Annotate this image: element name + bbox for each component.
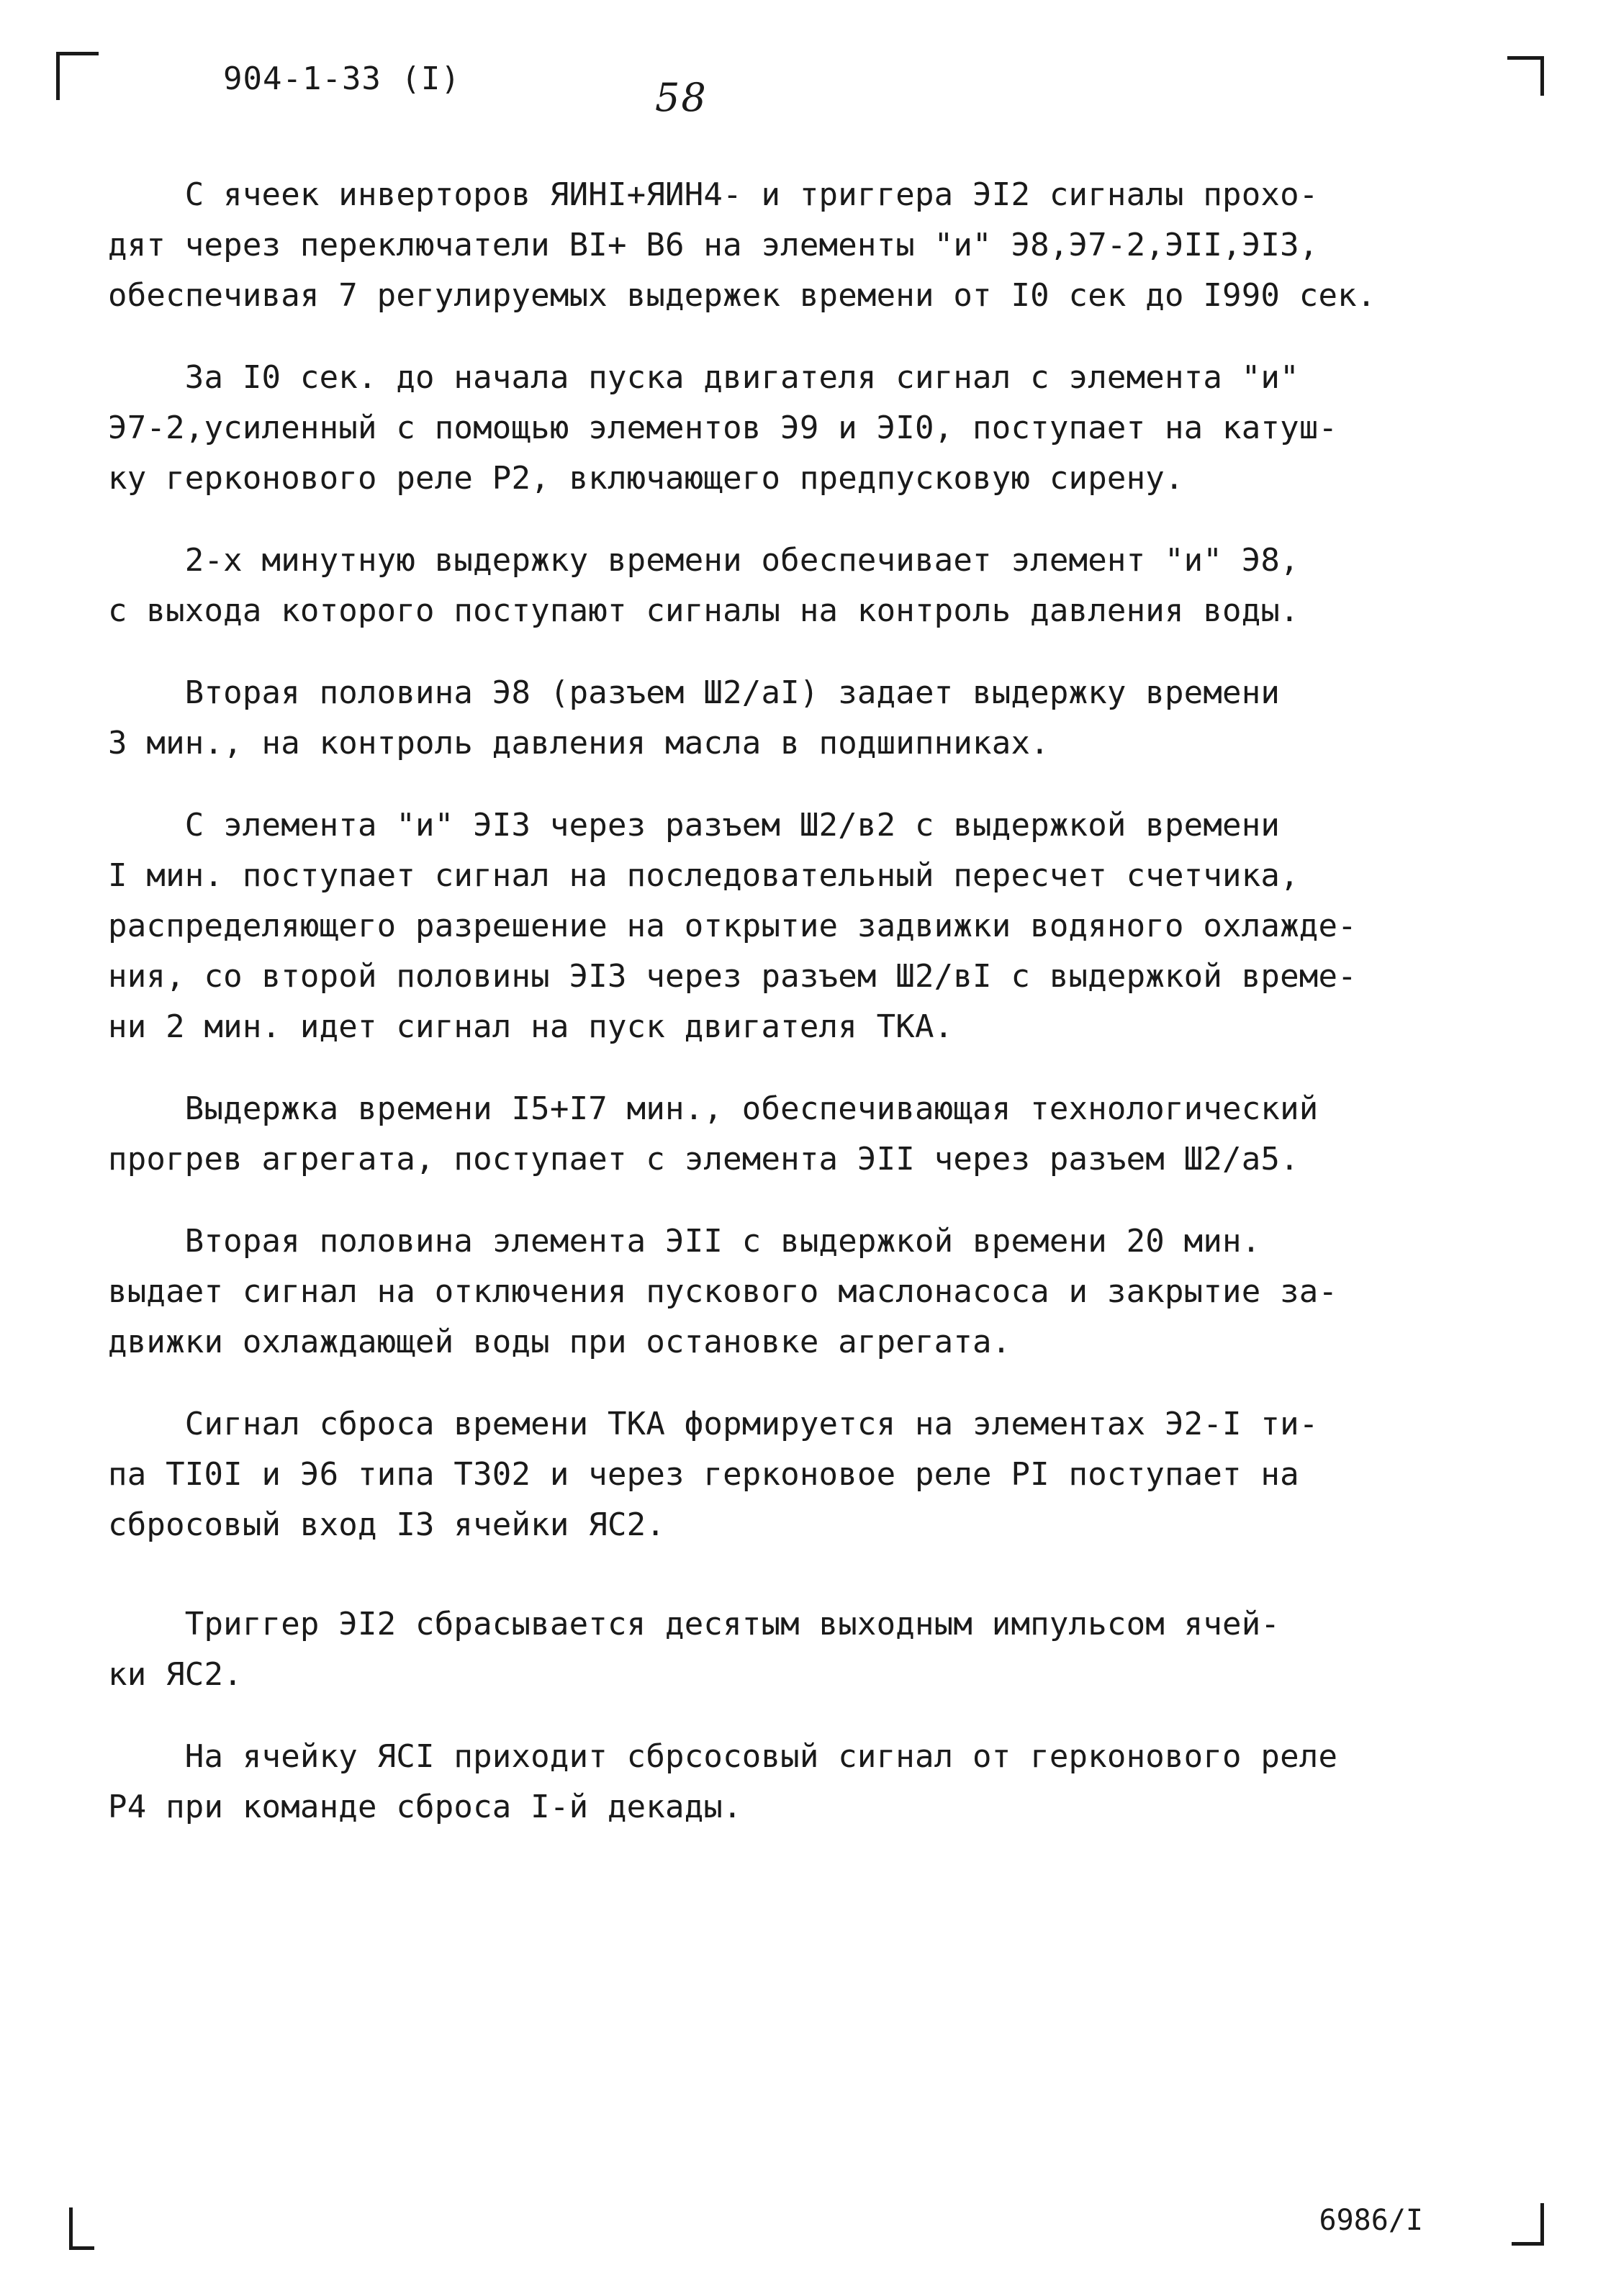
- paragraph-inverters: [108, 170, 1519, 321]
- text-line: Триггер ЭI2 сбрасывается десятым выходным импульсом ячей-: [108, 1606, 1281, 1642]
- document-body: [108, 170, 1519, 1864]
- text-line: Э7-2,усиленный с помощью элементов Э9 и ЭI0, поступает на катуш-: [108, 410, 1338, 446]
- text-line: па ТI0I и Э6 типа Т302 и через герконовое реле PI поступает на: [108, 1456, 1299, 1493]
- paragraph-reset-signal: [108, 1399, 1519, 1550]
- text-line: движки охлаждающей воды при остановке агрегата.: [108, 1324, 1011, 1360]
- text-line: I мин. поступает сигнал на последовательный пересчет счетчика,: [108, 857, 1299, 894]
- corner-mark-bottom-right: [1512, 2203, 1544, 2246]
- text-line: С элемента "и" ЭI3 через разъем Ш2/в2 с выдержкой времени: [108, 807, 1281, 844]
- text-line: С ячеек инверторов ЯИНI+ЯИН4- и триггера ЭI2 сигналы прохо-: [108, 176, 1319, 213]
- corner-mark-top-right: [1507, 56, 1544, 96]
- text-line: с выхода которого поступают сигналы на контроль давления воды.: [108, 592, 1299, 629]
- corner-mark-bottom-left: [69, 2207, 94, 2250]
- text-line: ния, со второй половины ЭI3 через разъем Ш2/вI с выдержкой време-: [108, 958, 1357, 995]
- text-line: прогрев агрегата, поступает с элемента ЭII через разъем Ш2/a5.: [108, 1141, 1299, 1178]
- text-line: ку герконового реле P2, включающего предпусковую сирену.: [108, 460, 1184, 497]
- text-line: Вторая половина Э8 (разъем Ш2/aI) задает выдержку времени: [108, 674, 1281, 711]
- paragraph-warmup: [108, 1084, 1519, 1185]
- text-line: Вторая половина элемента ЭII с выдержкой времени 20 мин.: [108, 1223, 1261, 1260]
- text-line: обеспечивая 7 регулируемых выдержек времени от I0 сек до I990 сек.: [108, 277, 1376, 314]
- text-line: распределяющего разрешение на открытие задвижки водяного охлажде-: [108, 908, 1357, 944]
- paragraph-siren: [108, 353, 1519, 504]
- text-line: сбросовый вход I3 ячейки ЯС2.: [108, 1506, 666, 1543]
- text-line: 2-х минутную выдержку времени обеспечивает элемент "и" Э8,: [108, 542, 1299, 579]
- text-line: ни 2 мин. идет сигнал на пуск двигателя ТКА.: [108, 1008, 954, 1045]
- text-line: 3 мин., на контроль давления масла в подшипниках.: [108, 725, 1050, 761]
- paragraph-water-pressure: [108, 535, 1519, 636]
- paragraph-trigger-reset: [108, 1599, 1519, 1700]
- page-number: 58: [655, 75, 708, 120]
- text-line: P4 при команде сброса I-й декады.: [108, 1789, 742, 1825]
- text-line: Сигнал сброса времени ТКА формируется на элементах Э2-I ти-: [108, 1406, 1319, 1442]
- archive-stamp: 6986/I: [1319, 2204, 1423, 2237]
- document-code: 904-1-33 (I): [223, 60, 461, 97]
- text-line: дят через переключатели BI+ B6 на элементы "и" Э8,Э7-2,ЭII,ЭI3,: [108, 227, 1319, 263]
- text-line: ки ЯС2.: [108, 1656, 243, 1693]
- paragraph-oil-pump: [108, 1216, 1519, 1368]
- paragraph-decade-reset: [108, 1732, 1519, 1832]
- corner-mark-top-left: [56, 52, 99, 100]
- paragraph-oil-pressure: [108, 668, 1519, 769]
- text-line: За I0 сек. до начала пуска двигателя сигнал с элемента "и": [108, 359, 1299, 396]
- text-line: выдает сигнал на отключения пускового маслонасоса и закрытие за-: [108, 1273, 1338, 1310]
- text-line: Выдержка времени I5+I7 мин., обеспечивающая технологический: [108, 1090, 1319, 1127]
- text-line: На ячейку ЯСI приходит сбрсосовый сигнал от герконового реле: [108, 1738, 1338, 1775]
- paragraph-counter: [108, 800, 1519, 1052]
